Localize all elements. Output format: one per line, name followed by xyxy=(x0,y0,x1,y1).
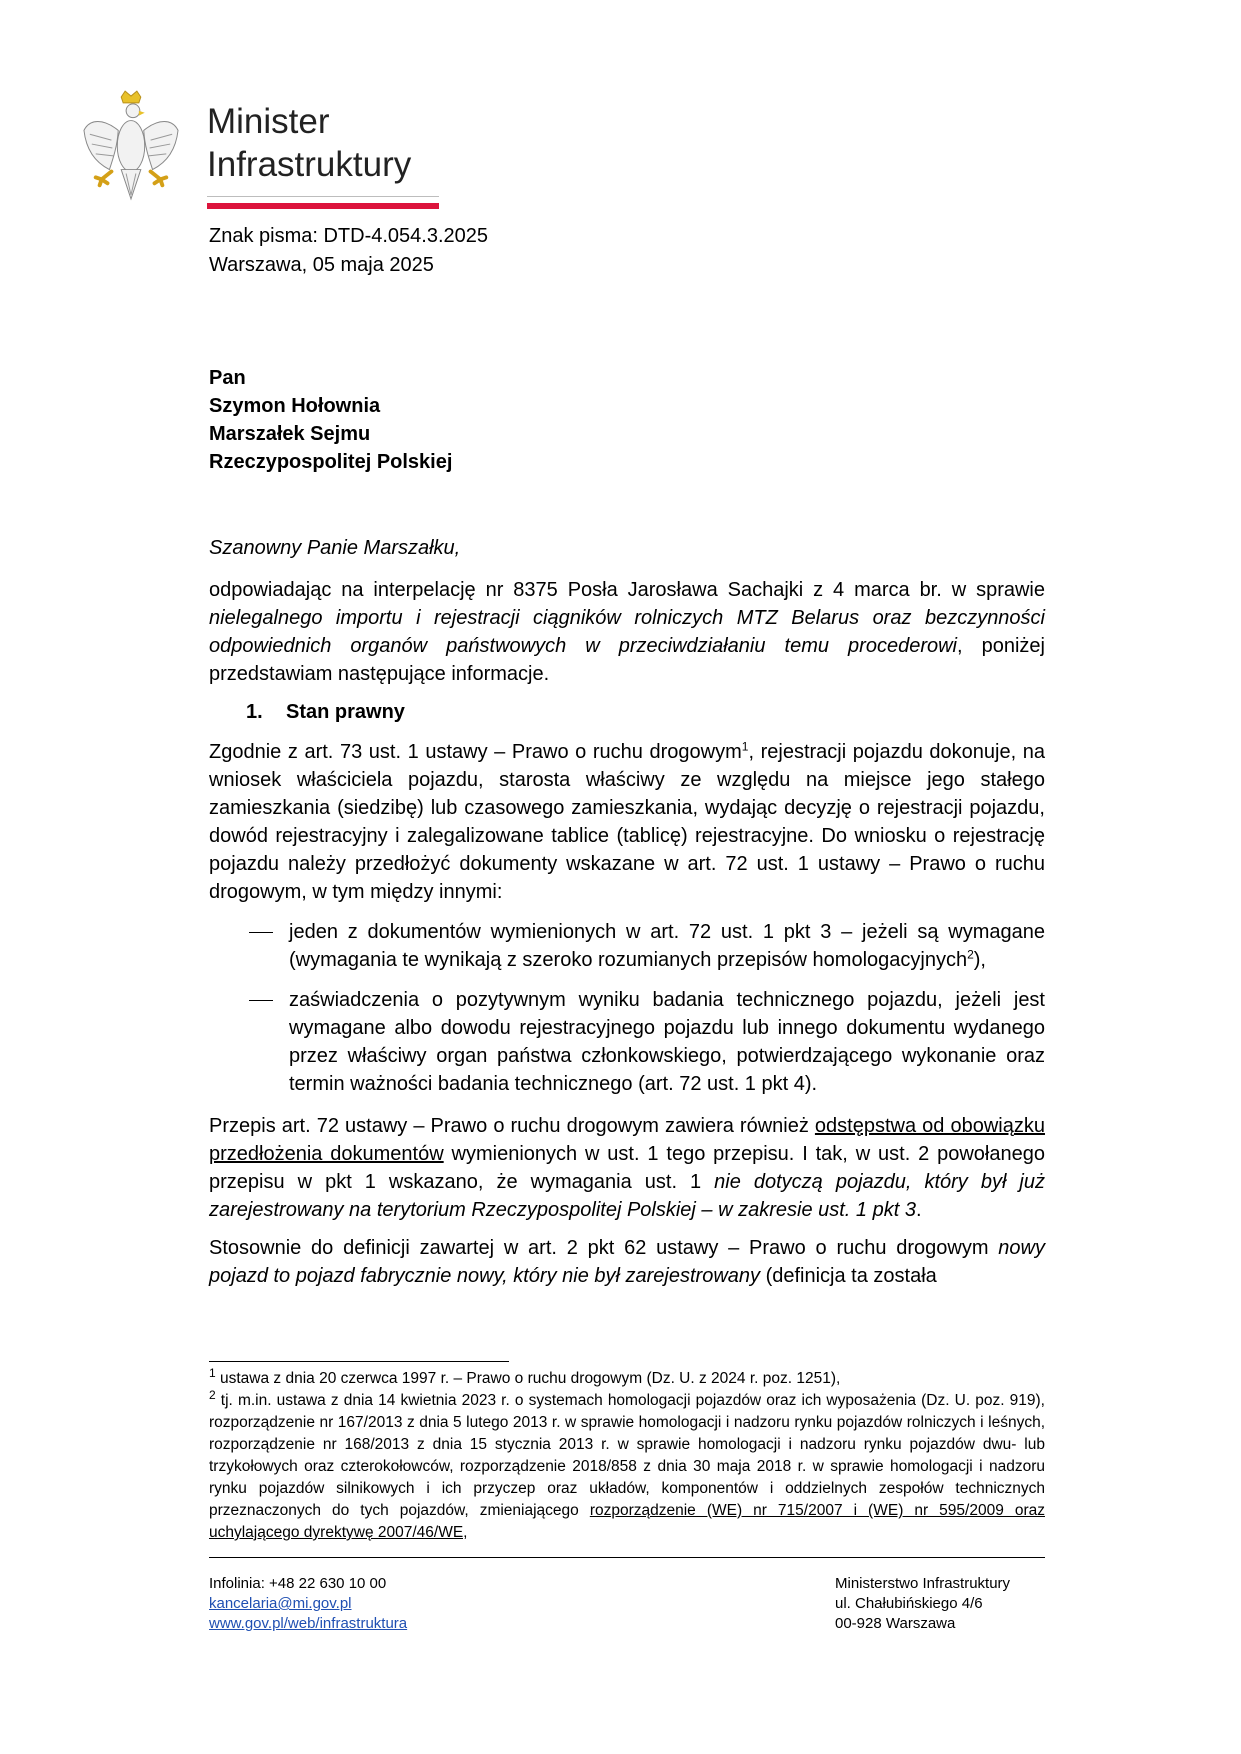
footer-website-link[interactable]: www.gov.pl/web/infrastruktura xyxy=(209,1615,408,1632)
footer-separator xyxy=(209,1557,1045,1558)
text-run: (definicja ta została xyxy=(760,1265,937,1287)
paragraph-intro xyxy=(209,576,1045,688)
letter-meta xyxy=(209,222,488,280)
text-run: wymienionych w ust. 1 tego przepisu. I tak, w ust. 2 powołanego przepisu w pkt 1 wskazano, że wymagania ust. 1 xyxy=(209,1143,1045,1193)
footnote-separator xyxy=(209,1361,509,1362)
heading-text: Stan prawny xyxy=(286,701,405,723)
underlined-run: odstępstwa od obowiązku przedłożenia dokumentów xyxy=(209,1115,1045,1165)
footnote-1 xyxy=(209,1365,1045,1390)
text-run: , poniżej przedstawiam następujące informacje. xyxy=(209,635,1045,685)
text-run: . xyxy=(915,1199,922,1221)
letter-body xyxy=(209,534,1045,1300)
text-run: jeden z dokumentów wymienionych w art. 72 ust. 1 pkt 3 – jeżeli są wymagane (wymagania te wynikają z szeroko rozumianych przepisów homologacyjnych xyxy=(289,921,1045,971)
footer-city: 00-928 Warszawa xyxy=(835,1615,956,1632)
section-heading xyxy=(209,698,1045,726)
addressee-line: Marszałek Sejmu xyxy=(209,423,371,445)
list-item: zaświadczenia o pozytywnym wyniku badania technicznego pojazdu, jeżeli jest wymagane albo dowodu rejestracyjnego pojazdu lub innego dokumentu wydanego przez właściwy organ państwa członkowskiego, potwierdzającego wykonanie oraz termin ważności badania technicznego (art. 72 ust. 1 pkt 4). xyxy=(289,986,1045,1098)
paragraph-definition xyxy=(209,1234,1045,1290)
footnote-text: tj. m.in. ustawa z dnia 14 kwietnia 2023 r. o systemach homologacji pojazdów oraz ich wyposażenia (Dz. U. poz. 919), rozporządzenie nr 167/2013 z dnia 5 lutego 2013 r. w sprawie homologacji i nadzoru rynku pojazdów rolniczych i leśnych, rozporządzenie nr 168/2013 z dnia 15 stycznia 2013 r. w sprawie homologacji i nadzoru rynku pojazdów dwu- lub trzykołowych oraz czterokołowców, rozporządzenie 2018/858 z dnia 30 maja 2018 r. w sprawie homologacji i nadzoru rynku pojazdów silnikowych i ich przyczep oraz układów, komponentów i oddzielnych zespołów technicznych przeznaczonych do tych pojazdów, zmieniającego xyxy=(209,1392,1045,1519)
footnote-ref: 1 xyxy=(741,739,749,754)
text-run: Przepis art. 72 ustawy – Prawo o ruchu drogowym zawiera również xyxy=(209,1115,815,1137)
polish-eagle-emblem-icon xyxy=(82,88,180,208)
ministry-logo-text xyxy=(207,100,411,186)
footnote-2 xyxy=(209,1387,1045,1544)
footer-phone: Infolinia: +48 22 630 10 00 xyxy=(209,1575,387,1592)
footer-email-link[interactable]: kancelaria@mi.gov.pl xyxy=(209,1595,352,1612)
footnote-number: 1 xyxy=(209,1365,216,1380)
footnote-text: ustawa z dnia 20 czerwca 1997 r. – Prawo o ruchu drogowym (Dz. U. z 2024 r. poz. 1251), xyxy=(215,1370,841,1387)
footnote-ref: 2 xyxy=(967,947,974,962)
italic-run: nie dotyczą pojazdu, który był już zarejestrowany na terytorium Rzeczypospolitej Polskiej – w zakresie ust. 1 pkt 3 xyxy=(209,1171,1045,1221)
reference-number: Znak pisma: DTD-4.054.3.2025 xyxy=(209,225,489,247)
footer-contact xyxy=(209,1574,407,1634)
letter-date: Warszawa, 05 maja 2025 xyxy=(209,254,434,276)
list-item xyxy=(289,918,1045,974)
text-run: Zgodnie z art. 73 ust. 1 ustawy – Prawo o ruchu drogowym xyxy=(209,741,742,763)
logo-divider xyxy=(207,196,439,197)
footer-address xyxy=(835,1574,1010,1634)
logo-line-2: Infrastruktury xyxy=(207,145,412,184)
paragraph-legal-basis xyxy=(209,738,1045,906)
addressee-line: Pan xyxy=(209,367,246,389)
footnotes xyxy=(209,1365,1045,1544)
italic-run: nielegalnego importu i rejestracji ciągników rolniczych MTZ Belarus oraz bezczynności odpowiednich organów państwowych w przeciwdziałaniu temu procederowi xyxy=(209,607,1045,657)
footnote-number: 2 xyxy=(209,1387,216,1402)
salutation: Szanowny Panie Marszałku, xyxy=(209,537,461,559)
addressee-line: Rzeczypospolitej Polskiej xyxy=(209,451,453,473)
addressee-line: Szymon Hołownia xyxy=(209,395,381,417)
footer-org: Ministerstwo Infrastruktury xyxy=(835,1575,1011,1592)
footnote-underlined-text: rozporządzenie (WE) nr 715/2007 i (WE) nr 595/2009 oraz uchylającego dyrektywę 2007/46/WE, xyxy=(209,1502,1045,1541)
text-run: ), xyxy=(973,949,986,971)
text-run: , rejestracji pojazdu dokonuje, na wniosek właściciela pojazdu, starosta właściwy ze względu na miejsce jego stałego zamieszkania (siedzibę) lub czasowego zamieszkania, wydając decyzję o rejestracji pojazdu, dowód rejestracyjny i zalegalizowane tablice (tablicę) rejestracyjne. Do wniosku o rejestrację pojazdu należy przedłożyć dokumenty wskazane w art. 72 ust. 1 ustawy – Prawo o ruchu drogowym, w tym między innymi: xyxy=(209,741,1045,903)
italic-run: nowy pojazd to pojazd fabrycznie nowy, który nie był zarejestrowany xyxy=(209,1237,1045,1287)
heading-number: 1. xyxy=(246,701,263,723)
footer-street: ul. Chałubińskiego 4/6 xyxy=(835,1595,983,1612)
text-run: Stosownie do definicji zawartej w art. 2 pkt 62 ustawy – Prawo o ruchu drogowym xyxy=(209,1237,999,1259)
text-run: odpowiadając na interpelację nr 8375 Posła Jarosława Sachajki z 4 marca br. w sprawie xyxy=(209,579,1045,601)
logo-line-1: Minister xyxy=(207,102,330,141)
paragraph-exemptions xyxy=(209,1112,1045,1224)
requirements-list xyxy=(209,918,1045,1098)
logo-red-bar xyxy=(207,203,439,209)
addressee-block xyxy=(209,364,452,476)
